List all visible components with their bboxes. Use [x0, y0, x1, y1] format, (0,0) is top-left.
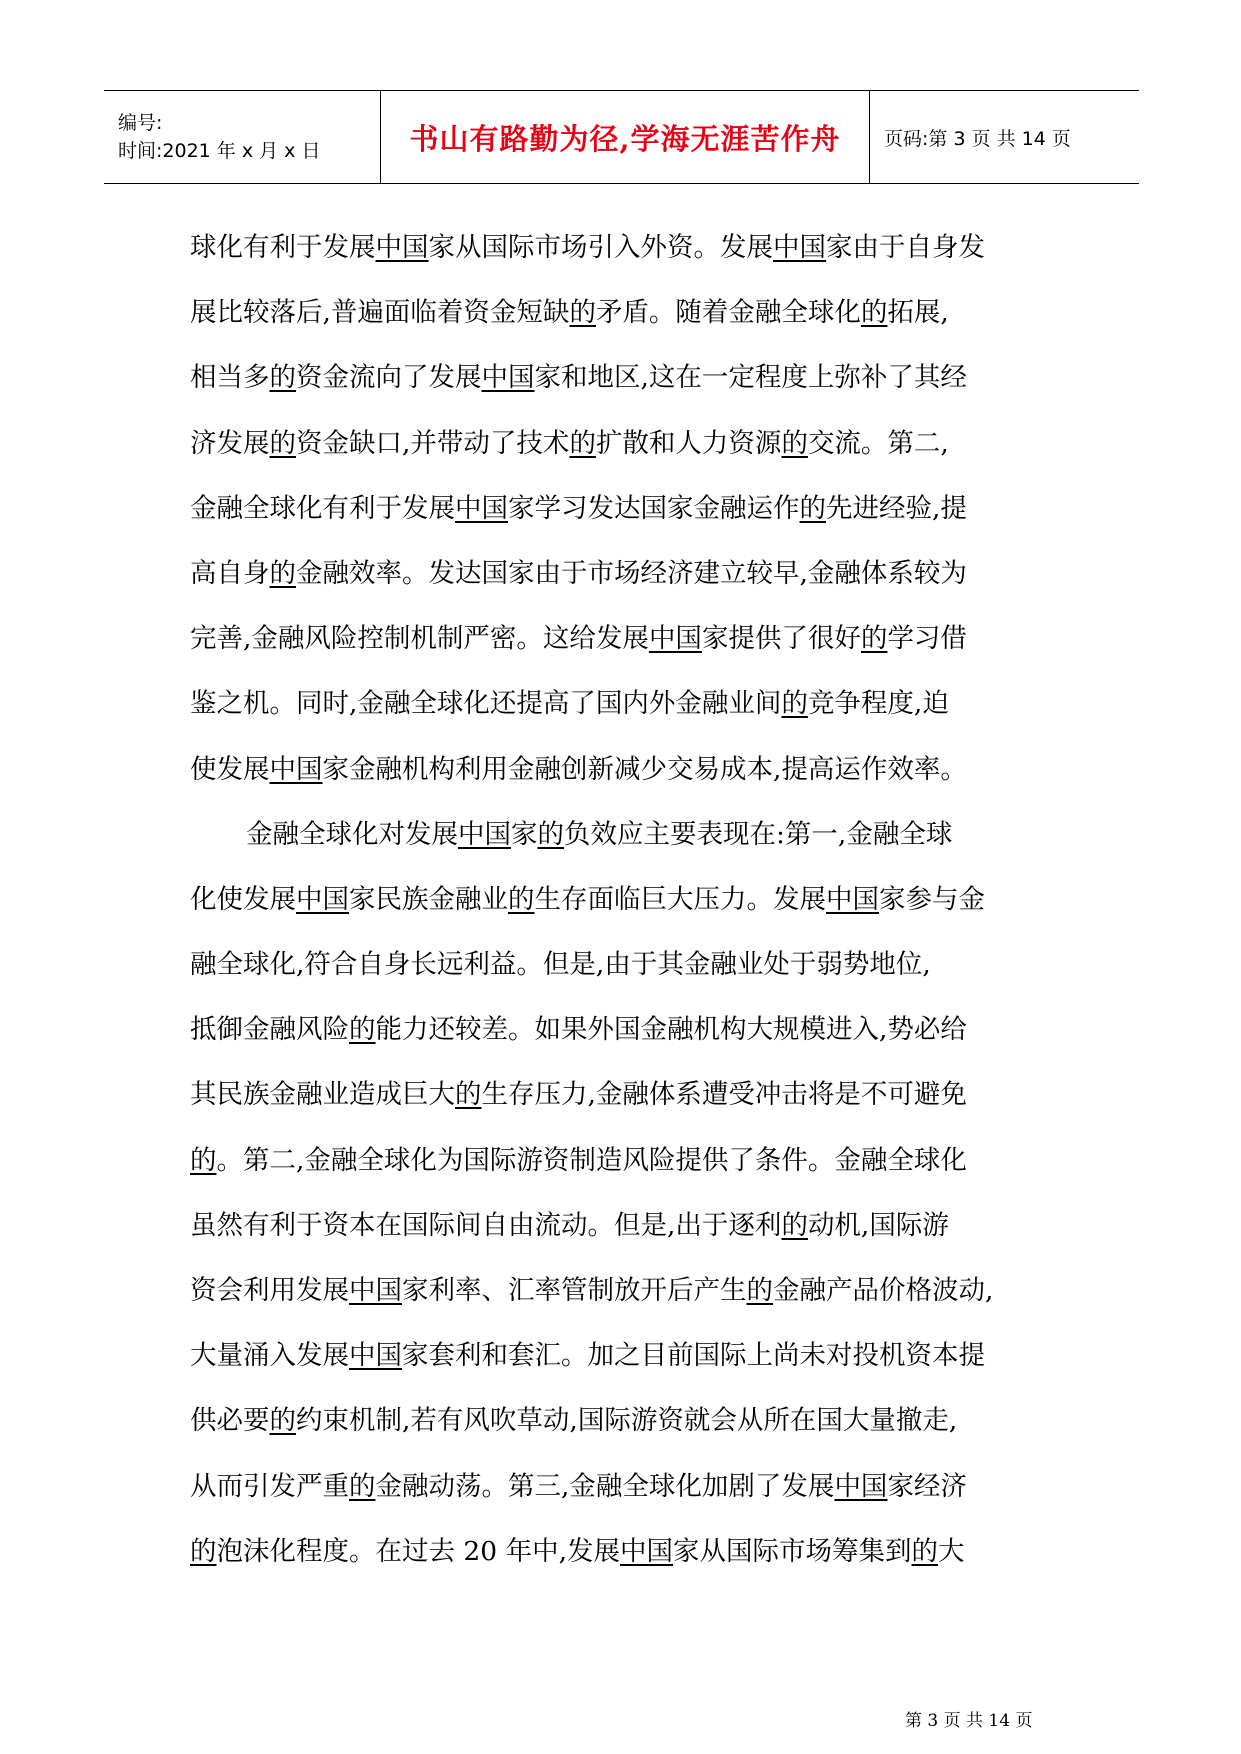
text-run: 家学习发达国家金融运作	[508, 492, 800, 524]
underlined-text: 的	[569, 427, 596, 459]
underlined-text: 的	[569, 297, 596, 329]
text-line	[190, 1519, 1075, 1584]
text-run: 矛盾。随着金融全球化	[595, 297, 861, 329]
text-run: 家参与金	[879, 883, 985, 915]
header-page-cell	[870, 91, 1139, 183]
text-run: 泡沫化程度。在过去 20 年中,发展	[216, 1535, 620, 1567]
text-run: 生存面临巨大压力。发展	[534, 883, 826, 915]
text-line	[190, 1454, 1075, 1519]
underlined-text: 中国	[375, 232, 429, 263]
underlined-text: 中国	[620, 1535, 673, 1567]
header-page-number: 页码:第 3 页 共 14 页	[884, 127, 1071, 150]
header-motto-cell	[380, 91, 870, 183]
body-text	[190, 215, 1075, 1584]
text-line	[190, 671, 1075, 736]
text-run: 约束机制,若有风吹草动,国际游资就会从所在国大量撤走,	[296, 1405, 958, 1437]
text-run: 化使发展	[190, 883, 296, 915]
text-line	[190, 737, 1075, 802]
document-time-label: 时间:2021 年 x 月 x 日	[118, 140, 321, 162]
text-line	[190, 802, 1075, 867]
text-line	[190, 606, 1075, 671]
underlined-text: 的	[860, 623, 888, 655]
text-run: 家从国际市场引入外资。发展	[428, 232, 773, 263]
text-run: 。第二,金融全球化为国际游资制造风险提供了条件。金融全球化	[216, 1144, 967, 1176]
page-footer: 第 3 页 共 14 页	[905, 1711, 1033, 1731]
text-run: 竞争程度,迫	[807, 688, 949, 720]
text-run: 大量涌入发展	[190, 1340, 349, 1372]
underlined-text: 的	[269, 427, 296, 459]
text-line	[190, 1128, 1075, 1193]
text-run: 资会利用发展	[190, 1275, 349, 1306]
underlined-text: 的	[781, 688, 808, 720]
text-run: 其民族金融业造成巨大	[190, 1079, 455, 1111]
underlined-text: 的	[746, 1275, 773, 1306]
underlined-text: 的	[190, 1144, 217, 1176]
header-meta	[104, 91, 380, 183]
text-line	[190, 1258, 1075, 1323]
underlined-text: 中国	[648, 623, 702, 655]
underlined-text: 的	[911, 1535, 938, 1567]
text-run: 鉴之机。同时,金融全球化还提高了国内外金融业间	[190, 688, 782, 720]
text-run: 先进	[826, 492, 879, 524]
text-run: 金融全球化对发展	[246, 818, 458, 850]
text-run: 拓展,	[887, 297, 949, 329]
text-run: 相当多	[190, 362, 270, 394]
text-run: 家套利和套汇。加之目前国际上尚未对投机资本提	[402, 1340, 985, 1372]
text-run: 家利率、汇率管制放开后产生	[402, 1275, 747, 1306]
underlined-text: 的	[269, 362, 296, 394]
text-run: 家从国际市场筹集到	[673, 1535, 912, 1567]
page-header	[104, 90, 1139, 184]
text-line	[190, 411, 1075, 476]
text-run: 交流。第二,	[807, 427, 949, 459]
text-run: 济发展	[190, 427, 270, 459]
text-run: 经验,提	[879, 492, 967, 524]
text-run: 从而引发严重	[190, 1470, 349, 1502]
text-run: 金融动荡。第三,金融全球化加剧了发展	[375, 1470, 835, 1502]
text-run: 能力还较差。如果外国金融机构大规模进入,势必给	[375, 1014, 967, 1046]
text-run: 家	[511, 818, 538, 850]
text-line	[190, 345, 1075, 410]
text-run: 家民族金融业	[349, 883, 508, 915]
document-number-label: 编号:	[118, 112, 163, 134]
underlined-text: 中国	[349, 1275, 402, 1306]
underlined-text: 中国	[826, 883, 879, 915]
underlined-text: 中国	[455, 492, 508, 524]
text-run: 供必要	[190, 1405, 270, 1437]
underlined-text: 的	[799, 492, 826, 524]
underlined-text: 中国	[773, 232, 826, 263]
underlined-text: 中国	[458, 818, 511, 850]
text-run: 金融产品价格波动,	[773, 1275, 994, 1306]
underlined-text: 的	[269, 557, 296, 589]
underlined-text: 的	[190, 1535, 217, 1567]
text-run: 家和地区,这在一定程度上弥补了其经	[534, 362, 967, 394]
underlined-text: 的	[349, 1014, 376, 1046]
underlined-text: 的	[860, 297, 888, 329]
text-run: 家金融机构利用金融创新减少交易成本,提高运作效率。	[322, 753, 967, 785]
text-run: 抵御金融风险	[190, 1014, 349, 1046]
text-run: 生存压力,金融体系遭受冲击将是不可避免	[481, 1079, 967, 1111]
text-line	[190, 997, 1075, 1062]
underlined-text: 的	[349, 1470, 376, 1502]
text-run: 金融效率。发达国家由于市场经济建立较早,金融体系较为	[296, 557, 967, 589]
text-run: 资金流向了发展	[296, 362, 482, 394]
text-run: 融全球化,符合自身长远利益。但是,由于其金融业处于弱势地位,	[190, 949, 931, 981]
header-motto: 书山有路勤为径,学海无涯苦作舟	[409, 121, 841, 156]
underlined-text: 的	[269, 1405, 296, 1437]
text-run: 动机,国际游	[807, 1209, 949, 1241]
underlined-text: 中国	[481, 362, 535, 394]
text-run: 扩散和人力资源	[595, 427, 782, 459]
text-run: 大	[938, 1535, 965, 1567]
underlined-text: 中国	[296, 883, 349, 915]
underlined-text: 的	[537, 818, 564, 850]
text-line	[190, 867, 1075, 932]
text-run: 使发展	[190, 753, 270, 785]
underlined-text: 中国	[834, 1470, 888, 1502]
text-run: 完善,金融风险控制机制严密。这给发展	[190, 623, 649, 655]
text-line	[190, 932, 1075, 997]
text-line	[190, 280, 1075, 345]
text-line	[190, 1388, 1075, 1453]
text-run: 球化有利于发展	[190, 232, 376, 263]
text-line	[190, 476, 1075, 541]
text-line	[190, 1323, 1075, 1388]
text-line	[190, 541, 1075, 606]
underlined-text: 的	[455, 1079, 482, 1111]
text-line	[190, 1062, 1075, 1127]
text-run: 家由于自身发	[826, 232, 985, 263]
text-run: 学习借	[887, 623, 967, 655]
text-run: 家经济	[887, 1470, 967, 1502]
text-run: 金融全球化有利于发展	[190, 492, 455, 524]
text-line	[190, 1193, 1075, 1258]
underlined-text: 的	[508, 883, 535, 915]
underlined-text: 中国	[269, 753, 323, 785]
underlined-text: 中国	[349, 1340, 402, 1372]
text-run: 负效应主要表现在:第一,金融全球	[564, 818, 953, 850]
text-line	[190, 215, 1075, 280]
text-run: 家提供了很好	[701, 623, 861, 655]
text-run: 虽然有利于资本在国际间自由流动。但是,出于逐利	[190, 1209, 782, 1241]
underlined-text: 的	[781, 1209, 808, 1241]
text-run: 高自身	[190, 557, 270, 589]
underlined-text: 的	[781, 427, 808, 459]
text-run: 资金缺口,并带动了技术	[296, 427, 570, 459]
text-run: 展比较落后,普遍面临着资金短缺	[190, 297, 570, 329]
